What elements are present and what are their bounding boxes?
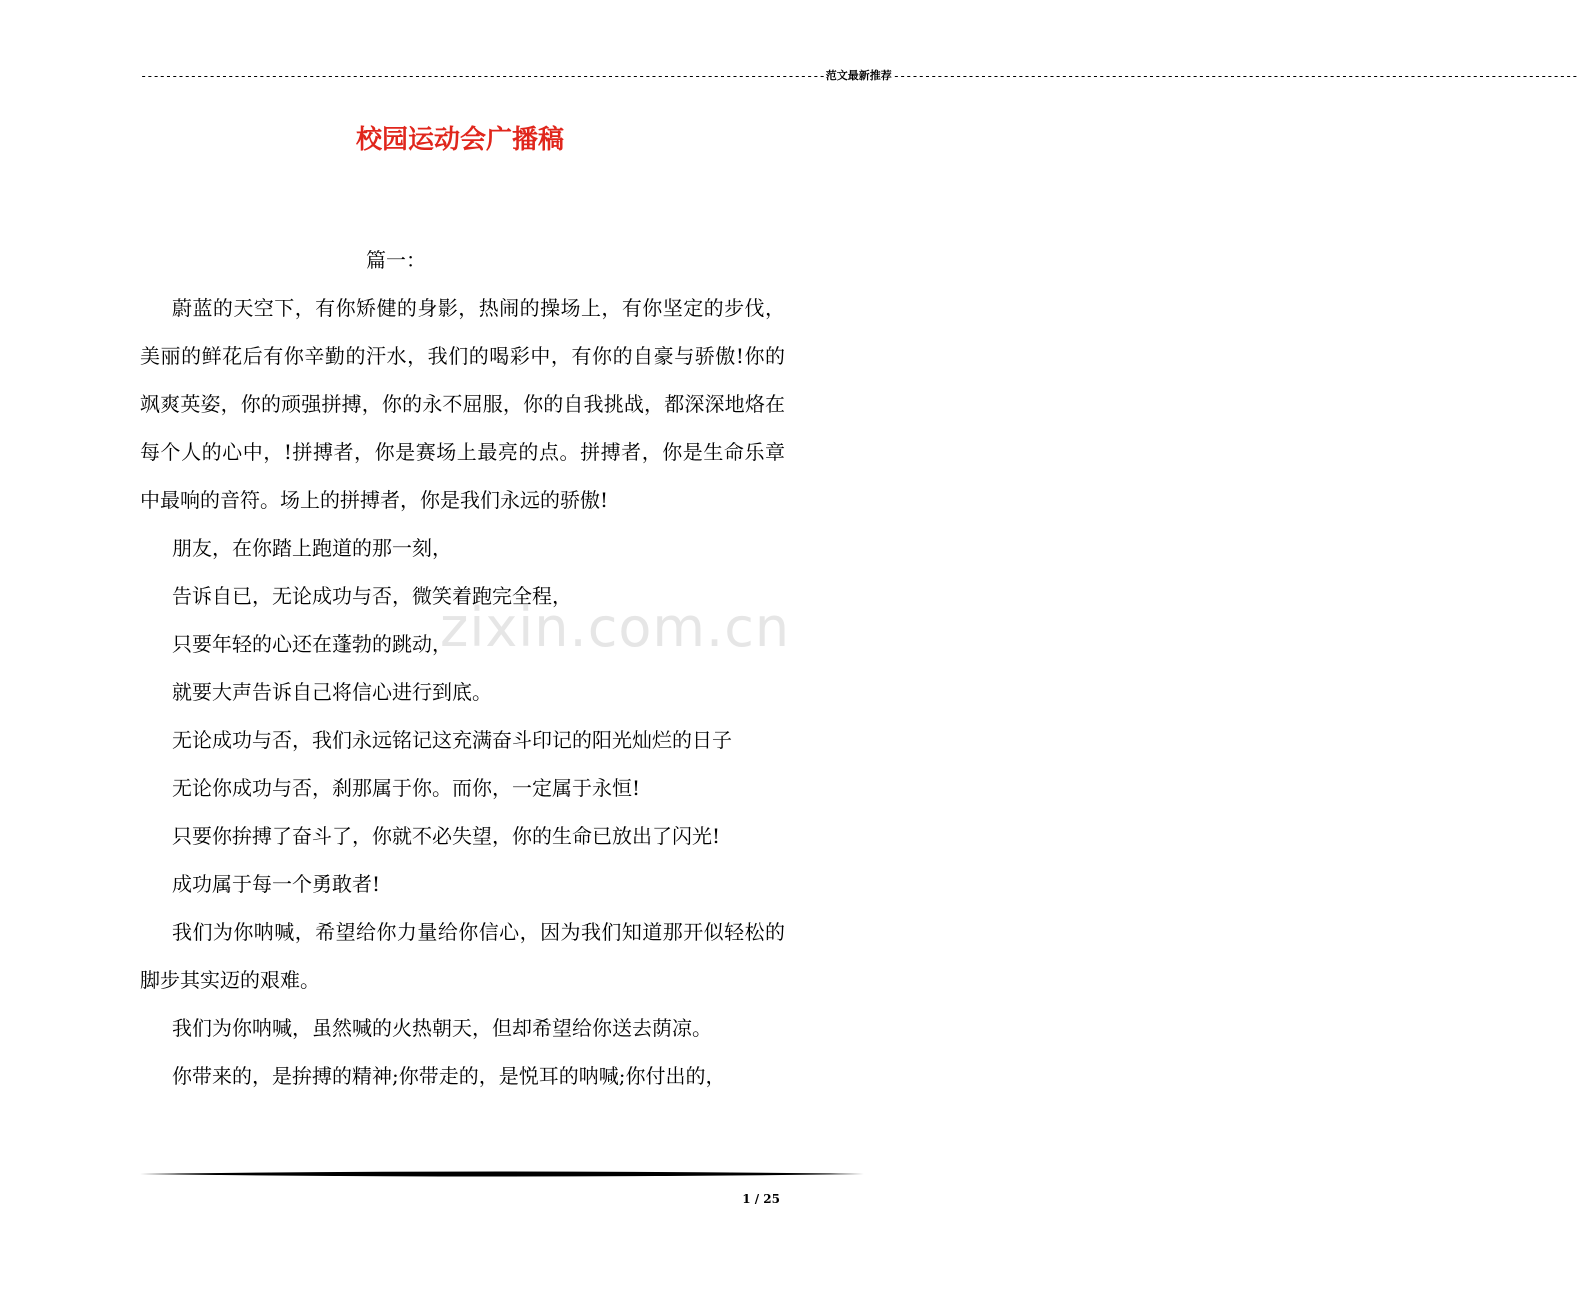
paragraph: 我们为你呐喊，希望给你力量给你信心，因为我们知道那开似轻松的脚步其实迈的艰难。	[140, 920, 785, 992]
section-heading: 篇一：	[366, 248, 426, 272]
page-header	[140, 68, 1577, 84]
header-dashes-right: --------------------------------------------------------------------------------------------------------------	[892, 69, 1577, 83]
paragraph: 只要年轻的心还在蓬勃的跳动，	[172, 632, 452, 656]
paragraph: 你带来的，是拚搏的精神;你带走的，是悦耳的呐喊;你付出的，	[172, 1064, 726, 1088]
paragraph: 朋友，在你踏上跑道的那一刻，	[172, 536, 452, 560]
watermark-text: zixin.com.cn	[440, 596, 791, 659]
paragraph: 无论成功与否，我们永远铭记这充满奋斗印记的阳光灿烂的日子	[172, 728, 732, 752]
document-title: 校园运动会广播稿	[355, 125, 564, 155]
header-dashes-left: --------------------------------------------------------------------------------------------------------------	[140, 69, 825, 83]
paragraph: 我们为你呐喊，虽然喊的火热朝天，但却希望给你送去荫凉。	[172, 1016, 712, 1040]
paragraph: 就要大声告诉自己将信心进行到底。	[172, 680, 492, 704]
paragraph: 蔚蓝的天空下，有你矫健的身影，热闹的操场上，有你坚定的步伐，美丽的鲜花后有你辛勤的汗水，我们的喝彩中，有你的自豪与骄傲!你的飒爽英姿，你的顽强拼搏，你的永不屈服，你的自我挑战，都深深地烙在每个人的心中，!拼搏者，你是赛场上最亮的点。拼搏者，你是生命乐章中最响的音符。场上的拼搏者，你是我们永远的骄傲!	[140, 296, 785, 512]
paragraph: 无论你成功与否，刹那属于你。而你，一定属于永恒!	[172, 776, 641, 800]
document-body	[140, 236, 785, 1100]
paragraph: 成功属于每一个勇敢者!	[172, 872, 381, 896]
paragraph: 告诉自已，无论成功与否，微笑着跑完全程，	[172, 584, 572, 608]
paragraph: 只要你拚搏了奋斗了，你就不必失望，你的生命已放出了闪光!	[172, 824, 721, 848]
header-label: 范文最新推荐	[825, 69, 892, 82]
page-number: 1 / 25	[742, 1192, 780, 1206]
footer-rule	[140, 1170, 864, 1178]
